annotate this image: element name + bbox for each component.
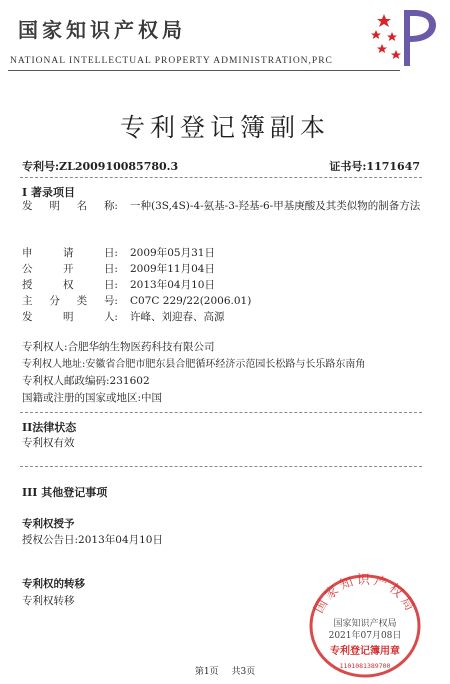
field-label: 授 权 日: <box>22 279 118 291</box>
field-value: 一种(3S,4S)-4-氨基-3-羟基-6-甲基庚酸及其类似物的制备方法 <box>130 200 421 212</box>
patent-owner-country: 国籍或注册的国家或地区:中国 <box>22 392 163 404</box>
field-value: C07C 229/22(2006.01) <box>130 295 252 307</box>
official-seal <box>305 568 425 678</box>
divider <box>20 412 422 413</box>
svg-text:国家知识产权局 <box>312 573 419 616</box>
agency-name-cn: 国家知识产权局 <box>18 18 186 42</box>
field-main-classification <box>22 294 432 309</box>
page-total: 共3页 <box>231 667 256 677</box>
page-number: 第1页 <box>194 667 219 677</box>
seal-arc-text: 国家知识产权局 <box>311 573 419 616</box>
field-label: 发 明 名 称: <box>22 200 118 212</box>
grant-heading: 专利权授予 <box>22 518 75 530</box>
agency-name-en: NATIONAL INTELLECTUAL PROPERTY ADMINISTRATION,PRC <box>10 56 333 66</box>
divider <box>20 177 422 178</box>
section-other-registrations-heading: III 其他登记事项 <box>22 486 108 499</box>
page-footer <box>0 664 450 677</box>
seal-name: 专利登记簿用章 <box>330 646 400 657</box>
field-publication-date <box>22 262 432 277</box>
header-rule <box>8 70 400 71</box>
grant-announcement-date: 授权公告日:2013年04月10日 <box>22 534 163 546</box>
field-grant-date <box>22 278 432 293</box>
cnipa-logo-icon <box>370 6 440 74</box>
field-invention-title <box>22 199 432 214</box>
field-value: 许峰、刘迎春、高源 <box>130 311 225 323</box>
section-bibliographic-heading: I 著录项目 <box>22 186 75 199</box>
field-label: 申 请 日: <box>22 247 118 259</box>
field-inventors <box>22 310 432 325</box>
field-value: 2009年11月04日 <box>130 263 215 275</box>
patent-number: 专利号:ZL200910085780.3 <box>22 160 179 173</box>
field-label: 主 分 类 号: <box>22 295 118 307</box>
section-legal-status-heading: II法律状态 <box>22 421 77 434</box>
patent-owner-postcode: 专利权人邮政编码:231602 <box>22 375 150 387</box>
transfer-text: 专利权转移 <box>22 595 75 607</box>
patent-owner-address: 专利权人地址:安徽省合肥市肥东县合肥循环经济示范园长松路与长乐路东南角 <box>22 359 366 370</box>
field-value: 2009年05月31日 <box>130 247 215 259</box>
field-label: 公 开 日: <box>22 263 118 275</box>
certificate-number: 证书号:1171647 <box>329 160 420 173</box>
legal-status-value: 专利权有效 <box>22 437 75 449</box>
seal-date: 2021年07月08日 <box>328 631 402 641</box>
patent-owner: 专利权人:合肥华纳生物医药科技有限公司 <box>22 341 215 353</box>
field-value: 2013年04月10日 <box>130 279 215 291</box>
document-title: 专利登记簿副本 <box>119 113 330 142</box>
seal-serial: 1101081389700 <box>339 662 391 670</box>
field-label: 发 明 人: <box>22 311 118 323</box>
divider <box>20 466 422 467</box>
transfer-heading: 专利权的转移 <box>22 578 85 590</box>
field-filing-date <box>22 246 432 261</box>
seal-stamp-label: 国家知识产权局 <box>333 619 397 629</box>
